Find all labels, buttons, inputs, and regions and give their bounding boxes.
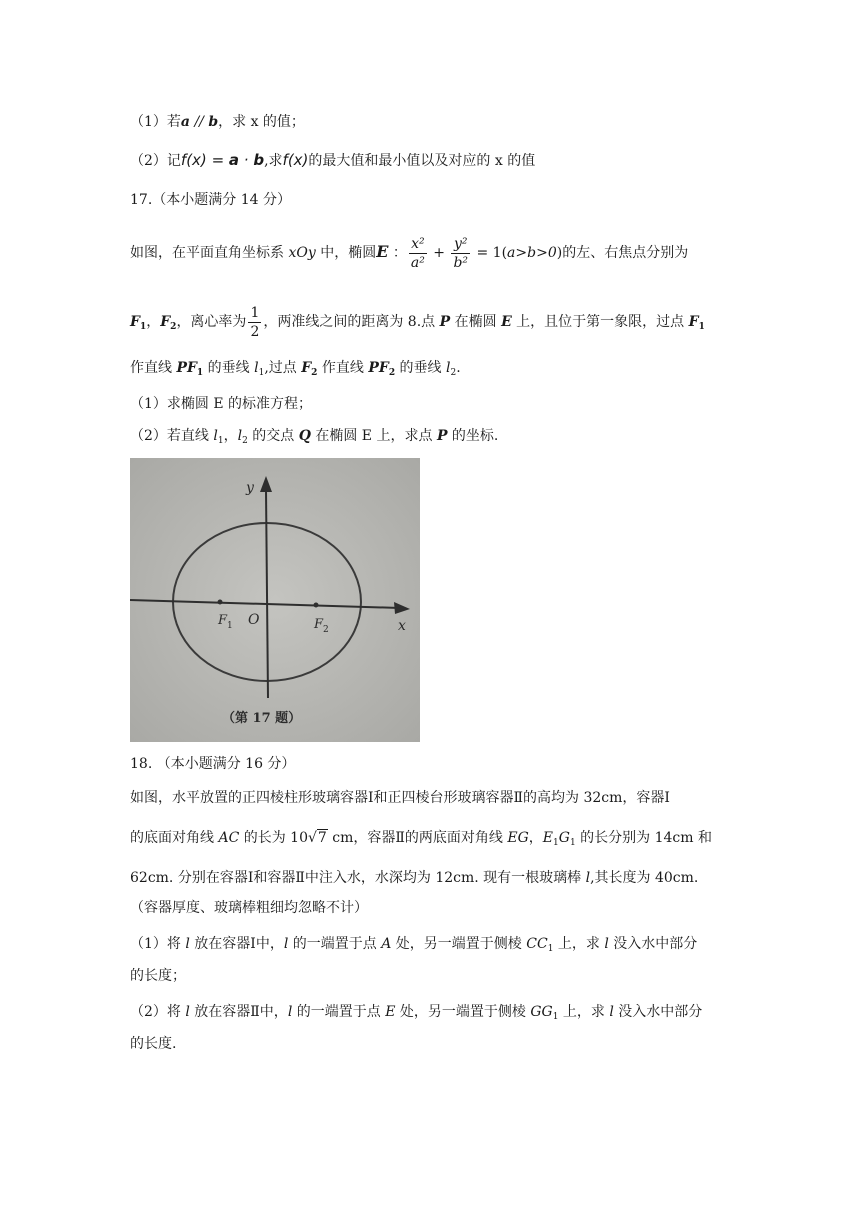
fraction-y2-b2: $\frac{\text{y²}}{\text{b²}}$	[453, 235, 469, 271]
y-axis-label: y	[246, 480, 254, 496]
f2-label: F	[314, 617, 324, 632]
ellipse-diagram	[130, 458, 420, 742]
origin-label: O	[248, 612, 260, 628]
question-17-line-3: 作直线 $PF_1$ 的垂线 $l_1$,过点 $F_2$ 作直线 $PF_2$ 的垂线 $l_2$.	[130, 360, 461, 378]
question-18-line-1: 如图，水平放置的正四棱柱形玻璃容器Ⅰ和正四棱台形玻璃容器Ⅱ的高均为 32cm，容器Ⅰ	[130, 790, 670, 806]
question-18-header: 18. （本小题满分 16 分）	[130, 756, 296, 772]
question-18-line-2: 的底面对角线 AC 的长为 10√7 cm，容器Ⅱ的两底面对角线 EG，$E_1G_1$ 的长分别为 14cm 和	[130, 830, 712, 848]
question-17-line-1: 如图，在平面直角坐标系 xOy 中，椭圆E ： $\frac{\text{x²}}{\text{a²}}$ + $\frac{\text{y²}}{\text{b²}}$ = 1(a>b>0)的左、右焦点分别为	[130, 235, 689, 271]
f2-label-subscript: 2	[323, 625, 329, 635]
question-17-header: 17.（本小题满分 14 分）	[130, 192, 291, 208]
question-17-sub-1: （1）求椭圆 E 的标准方程；	[130, 396, 313, 412]
question-18-line-4: （容器厚度、玻璃棒粗细均忽略不计）	[130, 900, 368, 916]
focus-f2-point	[314, 603, 319, 608]
fraction-x2-a2: $\frac{\text{x²}}{\text{a²}}$	[410, 235, 425, 271]
question-18-line-3: 62cm. 分别在容器Ⅰ和容器Ⅱ中注入水，水深均为 12cm. 现有一根玻璃棒 l,其长度为 40cm.	[130, 870, 699, 886]
question-17-sub-2: （2）若直线 $l_1$，$l_2$ 的交点 Q 在椭圆 E 上，求点 P 的坐标.	[130, 428, 499, 446]
f1-label-subscript: 1	[227, 621, 233, 631]
question-18-sub-2: （2）将 l 放在容器Ⅱ中，l 的一端置于点 E 处，另一端置于侧棱 $GG_1$ 上，求 l 没入水中部分	[130, 1004, 703, 1022]
question-18-sub-2-cont: 的长度.	[130, 1036, 177, 1052]
figure-caption: （第 17 题）	[222, 711, 302, 726]
question-16-part-1: （1）若a // b，求 x 的值；	[130, 114, 305, 130]
question-18-sub-1-cont: 的长度；	[130, 968, 186, 984]
ellipse-figure	[130, 458, 420, 742]
focus-f1-point	[218, 600, 223, 605]
question-16-part-2: （2）记f(x) = a · b,求f(x)的最大值和最小值以及对应的 x 的值	[130, 151, 536, 169]
x-axis-label: x	[398, 618, 406, 634]
fraction-one-half: $\frac{1}{2}$	[250, 304, 260, 340]
question-18-sub-1: （1）将 l 放在容器Ⅰ中，l 的一端置于点 A 处，另一端置于侧棱 $CC_1$ 上，求 l 没入水中部分	[130, 936, 698, 954]
question-17-line-2: $F_1$，$F_2$，离心率为 $\frac{1}{2}$ ，两准线之间的距离为 8.点 P 在椭圆 E 上，且位于第一象限，过点 $F_1$	[130, 304, 705, 340]
f1-label: F	[218, 613, 228, 628]
sqrt-symbol: √	[308, 830, 317, 846]
